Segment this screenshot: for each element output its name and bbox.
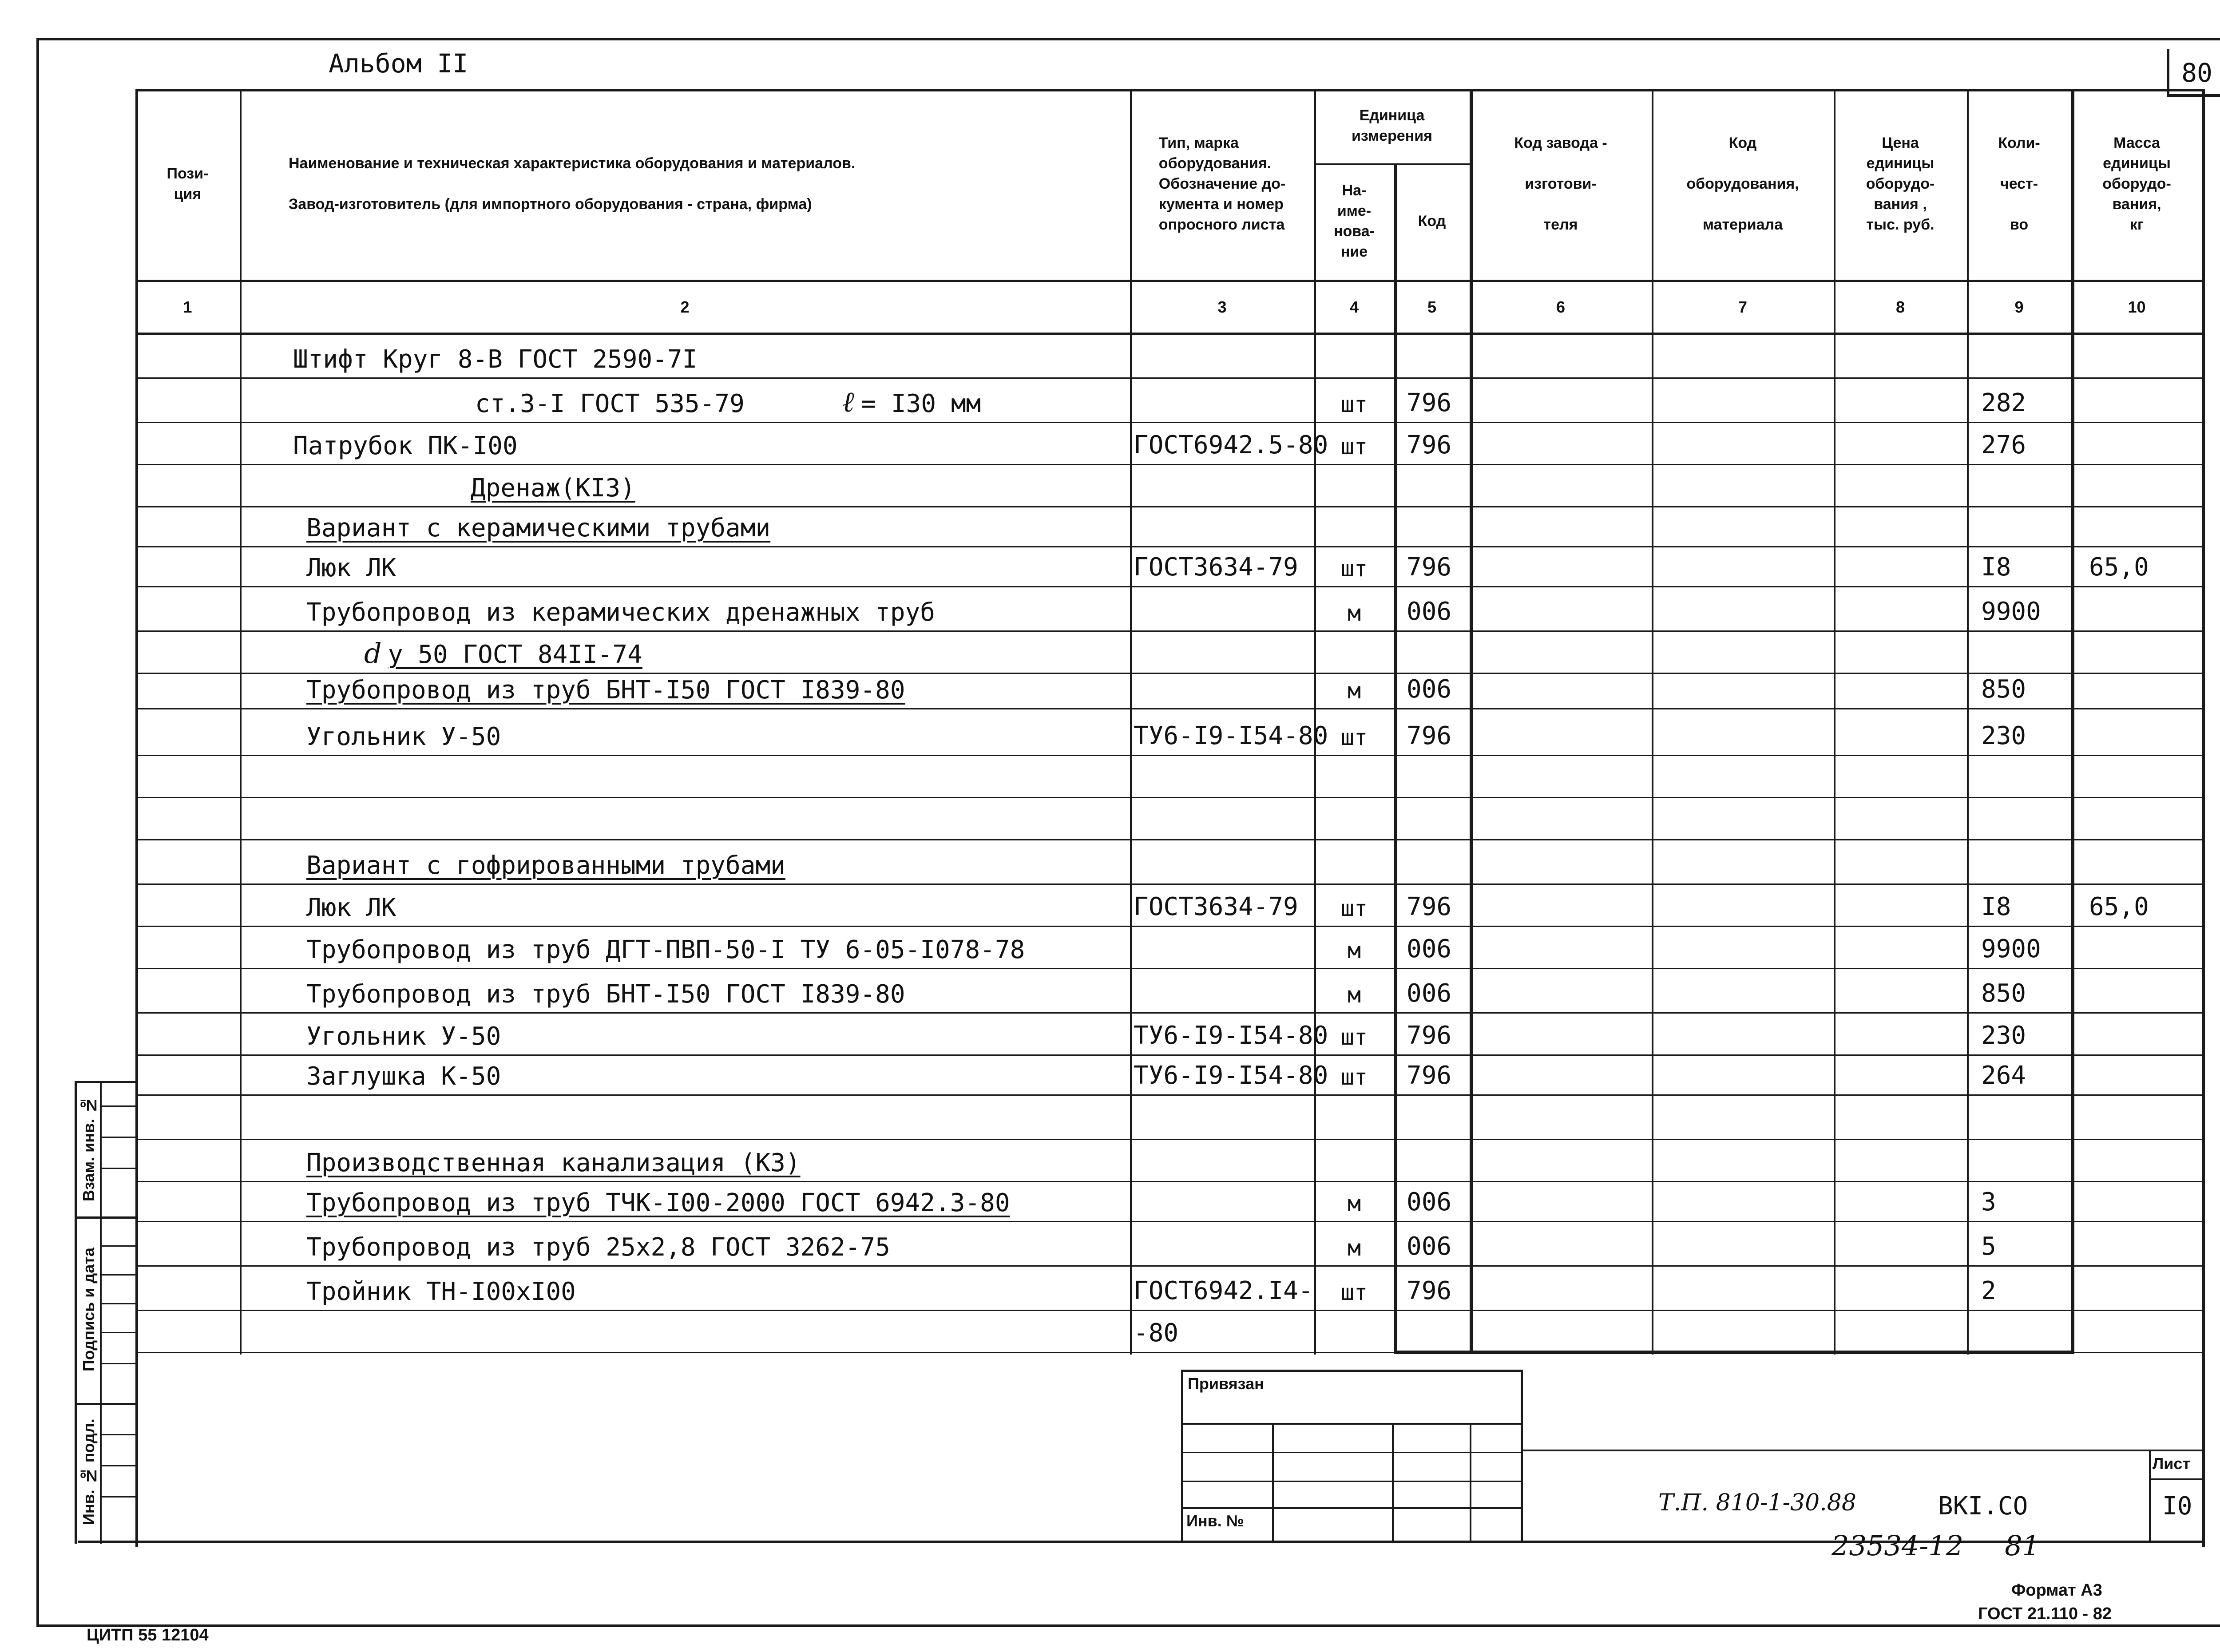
privyazan-row1 xyxy=(1181,1423,1523,1425)
row-cell-type xyxy=(1130,926,1314,968)
handwritten-number: 23534-12 xyxy=(1832,1529,1964,1562)
row-cell-unit xyxy=(1314,839,1394,883)
album-label: Альбом II xyxy=(329,48,468,79)
column-number-2: 2 xyxy=(680,298,690,317)
row-cell-mass xyxy=(2071,422,2202,464)
side-label-3: Инв. № подл. xyxy=(79,1418,98,1525)
table-row xyxy=(306,926,1025,968)
side-label-1: Взам. инв. № xyxy=(79,1096,98,1202)
row-cell-unit xyxy=(1314,506,1394,546)
row-cell-mass xyxy=(2071,1265,2202,1310)
row-cell-qty xyxy=(1967,1139,2071,1181)
header-col-6: Код завода - изготови- теля xyxy=(1514,135,1607,233)
privyazan-col3 xyxy=(1470,1423,1471,1543)
header-col-5: Код xyxy=(1418,213,1446,230)
side-tick xyxy=(100,1274,135,1276)
row-cell-unit: шт xyxy=(1340,434,1368,460)
row-name: Трубопровод из труб ТЧК-I00-2000 ГОСТ 6942.3-80 xyxy=(306,1188,1010,1217)
row-cell-type xyxy=(1130,506,1314,546)
row-cell-mass xyxy=(2071,377,2202,422)
header-col-10: Масса единицы оборудо- вания, кг xyxy=(2102,135,2171,233)
side-tick xyxy=(100,1332,135,1333)
row-cell-mass xyxy=(2071,673,2202,708)
printer-label: ЦИТП 55 12104 xyxy=(87,1626,209,1644)
row-cell-mass xyxy=(2071,755,2202,797)
table-row xyxy=(306,546,396,586)
row-cell-type xyxy=(1130,968,1314,1012)
row-name: Вариант с керамическими трубами xyxy=(306,514,771,543)
row-cell-type: ГОСТ6942.I4- xyxy=(1134,1276,1313,1305)
row-cell-qty: 9900 xyxy=(1981,935,2041,963)
header-col-2: Наименование и техническая характеристика оборудования и материалов. Завод-изготовитель (для импортного оборудования - страна, фирма) xyxy=(289,155,856,213)
side-tick xyxy=(100,1465,135,1466)
row-cell-code xyxy=(1394,1094,1470,1139)
row-cell-qty: I8 xyxy=(1981,553,2011,582)
row-name: Угольник У-50 xyxy=(306,722,501,751)
row-cell-qty xyxy=(1967,506,2071,546)
row-cell-mass xyxy=(2071,797,2202,839)
row-cell-unit: м xyxy=(1347,938,1361,963)
row-cell-type xyxy=(1130,797,1314,839)
row-name: Трубопровод из труб БНТ-I50 ГОСТ I839-80 xyxy=(306,980,905,1009)
row-cell-unit: шт xyxy=(1340,1280,1368,1305)
row-cell-mass xyxy=(2071,708,2202,755)
row-cell-unit: шт xyxy=(1340,895,1368,921)
side-mid xyxy=(100,1081,102,1544)
column-number-5: 5 xyxy=(1427,298,1437,317)
row-name: Угольник У-50 xyxy=(306,1022,501,1051)
row-cell-code xyxy=(1394,755,1470,797)
row-cell-mass xyxy=(2071,1054,2202,1094)
table-row xyxy=(306,968,905,1012)
row-cell-unit xyxy=(1314,1139,1394,1181)
row-cell-mass: 65,0 xyxy=(2089,892,2149,921)
side-left xyxy=(75,1081,77,1544)
row-cell-type xyxy=(1130,464,1314,506)
privyazan-left xyxy=(1181,1370,1183,1543)
privyazan-col2 xyxy=(1392,1423,1394,1543)
table-row xyxy=(471,464,635,506)
row-cell-mass xyxy=(2071,926,2202,968)
row-cell-mass xyxy=(2071,1012,2202,1054)
table-row xyxy=(306,1265,576,1310)
row-cell-code xyxy=(1394,506,1470,546)
outer-frame-left xyxy=(36,38,39,1627)
row-cell-code: 006 xyxy=(1407,935,1452,963)
table-row xyxy=(306,883,396,926)
row-cell-code: 796 xyxy=(1407,388,1452,417)
row-cell-code: 796 xyxy=(1407,1276,1452,1305)
header-col-3: Тип, марка оборудования. Обозначение до- кумента и номер опросного листа xyxy=(1158,135,1286,233)
side-tick xyxy=(100,1245,135,1247)
row-cell-type: ТУ6-I9-I54-80 xyxy=(1134,1061,1328,1090)
side-tick xyxy=(100,1363,135,1364)
row-cell-mass xyxy=(2071,1139,2202,1181)
table-row xyxy=(364,630,642,673)
unit-group-header: Единица измерения xyxy=(1352,107,1432,144)
row-name: ст.3-I ГОСТ 535-79 xyxy=(475,389,745,418)
row-cell-code xyxy=(1394,630,1470,673)
privyazan-right xyxy=(1521,1423,1523,1543)
row-cell-unit: м xyxy=(1347,982,1361,1008)
side-tick xyxy=(100,1105,135,1107)
handwritten-ref: Т.П. 810-1-30.88 xyxy=(1658,1490,1856,1516)
row-cell-qty: 264 xyxy=(1981,1061,2026,1090)
row-cell-unit: шт xyxy=(1340,725,1368,750)
table-row xyxy=(306,1181,1010,1221)
header-col-9: Коли- чест- во xyxy=(1998,135,2040,233)
row-cell-code: 796 xyxy=(1407,553,1452,582)
row-cell-qty: 850 xyxy=(1981,979,2026,1008)
table-row xyxy=(306,586,935,630)
row-cell-code: 796 xyxy=(1407,721,1452,750)
row-cell-unit: шт xyxy=(1340,556,1368,582)
inv-no-label: Инв. № xyxy=(1186,1512,1244,1530)
row-cell-code: 796 xyxy=(1407,892,1452,921)
table-row xyxy=(306,506,770,546)
table-row xyxy=(306,1221,890,1265)
row-cell-qty xyxy=(1967,464,2071,506)
sheet-label: Лист xyxy=(2153,1454,2191,1473)
sheet-cell-split xyxy=(2149,1478,2204,1480)
row-cell-code xyxy=(1394,797,1470,839)
row-name: Штифт Круг 8-В ГОСТ 2590-7I xyxy=(293,345,698,374)
frame-left-lower xyxy=(135,1352,138,1547)
row-cell-type xyxy=(1130,1139,1314,1181)
privyazan-row2 xyxy=(1181,1452,1523,1453)
row-cell-unit: м xyxy=(1347,1191,1361,1216)
row-cell-unit: м xyxy=(1347,1235,1361,1261)
column-number-9: 9 xyxy=(2014,298,2024,317)
row-cell-mass xyxy=(2071,630,2202,673)
privyazan-row4 xyxy=(1181,1507,1523,1509)
table-row xyxy=(306,1012,501,1054)
row-cell-qty: 9900 xyxy=(1981,597,2041,626)
row-name-prefix: d xyxy=(364,637,382,670)
row-cell-code xyxy=(1394,1310,1470,1352)
side-tick xyxy=(100,1137,135,1138)
row-cell-code xyxy=(1394,335,1470,377)
header-col-1: Пози- ция xyxy=(166,165,209,202)
row-cell-qty xyxy=(1967,839,2071,883)
header-col-8: Цена единицы оборудо- вания , тыс. руб. xyxy=(1866,135,1935,233)
row-cell-unit: м xyxy=(1347,600,1361,626)
row-cell-qty: 230 xyxy=(1981,721,2026,750)
row-cell-code: 006 xyxy=(1407,1232,1452,1261)
row-cell-type xyxy=(1130,673,1314,708)
row-name: Вариант с гофрированными трубами xyxy=(306,851,785,880)
row-name: Патрубок ПК-I00 xyxy=(293,432,518,460)
row-cell-type: ГОСТ3634-79 xyxy=(1134,553,1298,582)
row-cell-code: 006 xyxy=(1407,675,1452,704)
row-cell-qty xyxy=(1967,797,2071,839)
row-cell-code: 006 xyxy=(1407,979,1452,1008)
row-cell-qty: 850 xyxy=(1981,675,2026,704)
row-cell-code: 006 xyxy=(1407,1188,1452,1216)
row-cell-mass xyxy=(2071,506,2202,546)
column-number-1: 1 xyxy=(183,298,192,317)
row-name: Тройник ТН-I00хI00 xyxy=(306,1277,576,1306)
row-cell-type xyxy=(1130,839,1314,883)
row-name: Трубопровод из труб ДГТ-ПВП-50-I ТУ 6-05-I078-78 xyxy=(306,935,1025,964)
column-number-3: 3 xyxy=(1217,298,1227,317)
row-cell-type: -80 xyxy=(1134,1319,1179,1347)
row-cell-qty: I8 xyxy=(1981,892,2011,921)
row-cell-unit xyxy=(1314,797,1394,839)
handwritten-page: 81 xyxy=(2005,1529,2040,1562)
row-cell-code xyxy=(1394,1139,1470,1181)
row-name: Трубопровод из труб 25х2,8 ГОСТ 3262-75 xyxy=(306,1233,890,1262)
row-cell-type: ГОСТ3634-79 xyxy=(1134,892,1298,921)
row-cell-unit xyxy=(1314,630,1394,673)
row-cell-mass xyxy=(2071,839,2202,883)
row-cell-unit: м xyxy=(1347,678,1361,704)
table-row xyxy=(306,839,785,883)
table-row xyxy=(293,422,518,464)
column-number-10: 10 xyxy=(2128,298,2146,317)
row-cell-mass xyxy=(2071,1310,2202,1352)
privyazan-top xyxy=(1181,1370,1523,1372)
row-cell-qty xyxy=(1967,335,2071,377)
row-cell-mass: 65,0 xyxy=(2089,553,2149,582)
row-cell-type: ТУ6-I9-I54-80 xyxy=(1134,1021,1328,1050)
header-col-7: Код оборудования, материала xyxy=(1686,135,1799,233)
row-cell-type xyxy=(1130,377,1314,422)
row-name: Производственная канализация (К3) xyxy=(306,1149,801,1177)
row-cell-unit: шт xyxy=(1340,1064,1368,1090)
row-name: Трубопровод из керамических дренажных труб xyxy=(306,598,936,627)
row-cell-type xyxy=(1130,335,1314,377)
column-number-8: 8 xyxy=(1895,298,1905,317)
row-cell-unit: шт xyxy=(1340,392,1368,417)
row-cell-mass xyxy=(2071,968,2202,1012)
privyazan-col1 xyxy=(1272,1423,1274,1543)
stamp-top-line xyxy=(1521,1450,2204,1451)
table-right-border xyxy=(2202,89,2205,1355)
table-row xyxy=(306,1054,501,1094)
gost-label: ГОСТ 21.110 - 82 xyxy=(1978,1604,2112,1623)
format-label: Формат А3 xyxy=(2011,1581,2102,1600)
row-cell-type xyxy=(1130,1181,1314,1221)
column-number-6: 6 xyxy=(1556,298,1566,317)
row-name: Люк ЛК xyxy=(306,554,396,582)
row-cell-code xyxy=(1394,464,1470,506)
row-cell-mass xyxy=(2071,464,2202,506)
side-tick xyxy=(100,1303,135,1304)
side-label-2: Подпись и дата xyxy=(79,1248,98,1372)
row-cell-unit: шт xyxy=(1340,1024,1368,1050)
side-tick xyxy=(100,1496,135,1497)
privyazan-right-upper xyxy=(1521,1370,1523,1423)
length-symbol-icon: ℓ xyxy=(842,386,854,419)
row-cell-mass xyxy=(2071,1094,2202,1139)
table-row xyxy=(306,673,905,708)
table-row xyxy=(306,708,501,755)
row-cell-qty xyxy=(1967,1310,2071,1352)
row-cell-type xyxy=(1130,1221,1314,1265)
privyazan-label: Привязан xyxy=(1188,1375,1264,1393)
sheet-cell-left xyxy=(2149,1450,2151,1543)
row-cell-mass xyxy=(2071,1181,2202,1221)
header-col-4: На- име- нова- ние xyxy=(1334,182,1375,260)
row-cell-type xyxy=(1130,586,1314,630)
side-tick xyxy=(100,1434,135,1435)
row-cell-qty: 3 xyxy=(1981,1188,1996,1216)
row-name: у 50 ГОСТ 84II-74 xyxy=(388,640,642,669)
row-name-suffix: = I30 мм xyxy=(861,389,981,418)
row-cell-qty: 2 xyxy=(1981,1276,1996,1305)
row-cell-qty xyxy=(1967,1094,2071,1139)
table-row xyxy=(293,335,697,377)
row-cell-mass xyxy=(2071,586,2202,630)
row-cell-unit xyxy=(1314,755,1394,797)
row-cell-qty: 230 xyxy=(1981,1021,2026,1050)
doc-code: ВКI.СО xyxy=(1938,1492,2028,1521)
row-cell-unit xyxy=(1314,1094,1394,1139)
table-row xyxy=(475,377,981,422)
row-cell-code: 006 xyxy=(1407,597,1452,626)
row-cell-qty: 282 xyxy=(1981,388,2026,417)
side-tick xyxy=(100,1168,135,1169)
sheet-value: I0 xyxy=(2162,1492,2192,1521)
row-cell-unit xyxy=(1314,335,1394,377)
row-cell-type xyxy=(1130,630,1314,673)
row-cell-type: ТУ6-I9-I54-80 xyxy=(1134,721,1328,750)
table-row xyxy=(306,1139,801,1181)
row-cell-unit xyxy=(1314,1310,1394,1352)
outer-frame-top xyxy=(36,38,2220,40)
row-cell-type: ГОСТ6942.5-80 xyxy=(1134,431,1328,460)
row-cell-mass xyxy=(2071,1221,2202,1265)
row-cell-code: 796 xyxy=(1407,431,1452,460)
row-name: Заглушка К-50 xyxy=(306,1062,501,1091)
row-cell-mass xyxy=(2071,335,2202,377)
row-cell-type xyxy=(1130,1094,1314,1139)
row-cell-unit xyxy=(1314,464,1394,506)
row-cell-code: 796 xyxy=(1407,1061,1452,1090)
column-number-4: 4 xyxy=(1349,298,1359,317)
outer-frame-bottom xyxy=(36,1624,2220,1627)
column-number-7: 7 xyxy=(1738,298,1748,317)
row-cell-type xyxy=(1130,755,1314,797)
row-cell-code xyxy=(1394,839,1470,883)
row-cell-qty xyxy=(1967,630,2071,673)
row-cell-qty xyxy=(1967,755,2071,797)
page-number: 80 xyxy=(2181,58,2212,88)
row-name: Дренаж(КI3) xyxy=(471,474,635,503)
privyazan-row3 xyxy=(1181,1481,1523,1482)
row-name: Трубопровод из труб БНТ-I50 ГОСТ I839-80 xyxy=(306,676,905,705)
row-cell-qty: 276 xyxy=(1981,431,2026,460)
row-cell-qty: 5 xyxy=(1981,1232,1996,1261)
row-name: Люк ЛК xyxy=(306,893,396,922)
row-cell-code: 796 xyxy=(1407,1021,1452,1050)
